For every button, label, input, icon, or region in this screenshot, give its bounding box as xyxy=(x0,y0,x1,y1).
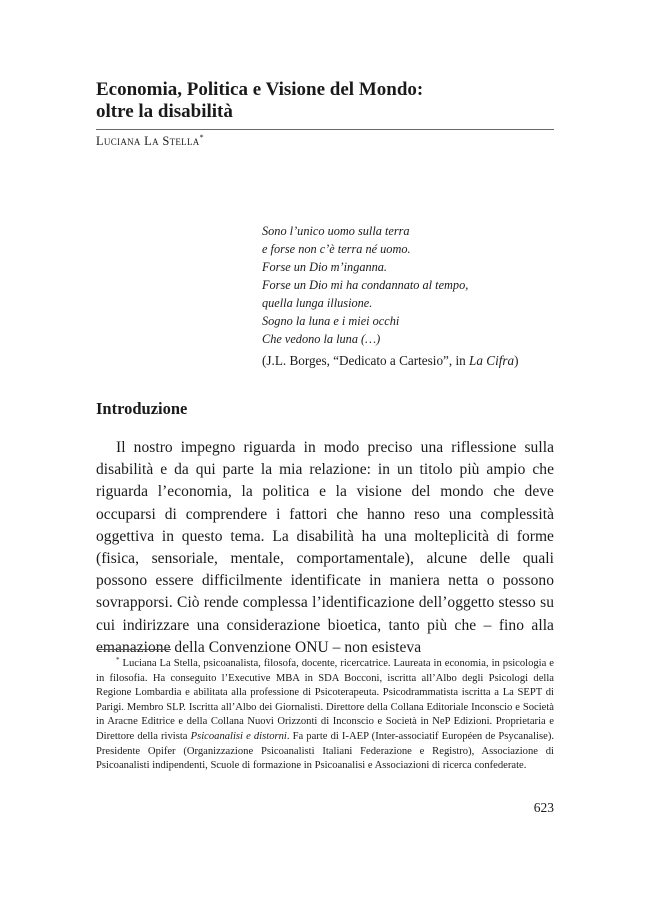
section-heading: Introduzione xyxy=(96,399,188,418)
epigraph-line: quella lunga illusione. xyxy=(262,296,373,310)
epigraph-line: Sono l’unico uomo sulla terra xyxy=(262,224,410,238)
article-title-line-1: Economia, Politica e Visione del Mondo: xyxy=(96,79,424,100)
epigraph-source-work: La Cifra xyxy=(469,353,515,368)
article-title xyxy=(96,79,554,123)
epigraph-line: Che vedono la luna (…) xyxy=(262,332,381,346)
footnote-rule xyxy=(96,649,171,650)
epigraph xyxy=(262,222,554,370)
page-number: 623 xyxy=(533,800,554,815)
body-paragraph: Il nostro impegno riguarda in modo preciso una riflessione sulla disabilità e da qui parte la mia relazione: in un titolo più ampio che riguarda l’economia, la politica e la visione del mondo che deve occuparsi di comprendere i fattori che hanno reso una complessità oggettiva in questo tema. La disabilità ha una molteplicità di forme (fisica, sensoriale, mentale, comportamentale), alcune delle quali possono essere difficilmente identificate in maniera netta o possono sovrapporsi. Ciò rende complessa l’identificazione dell’oggetto stesso su cui indirizzare una considerazione bioetica, tanto più che – fino alla emanazione della Convenzione ONU – non esisteva xyxy=(96,439,554,656)
epigraph-source-suffix: ) xyxy=(514,353,519,368)
epigraph-source xyxy=(262,352,554,370)
footnote-text-part-1: Luciana La Stella, psicoanalista, filosofa, docente, ricercatrice. Laureata in economia, in psicologia e in filosofia. Ha conseguito l’Executive MBA in SDA Bocconi, iscritta all’Albo degli Psicologi della Regione Lombardia e abilitata alla professione di Psicoterapeuta. Psicodrammatista iscritta a La SEPT di Parigi. Membro SLP. Iscritta all’Albo dei Giornalisti. Direttore della Collana Editoriale Inconscio e Società in Aracne Editrice e della Collana Nuovi Orizzonti di Inconscio e Società in NeP Edizioni. Proprietaria e Direttore della rivista xyxy=(96,658,554,742)
epigraph-line: Sogno la luna e i miei occhi xyxy=(262,314,400,328)
epigraph-source-prefix: (J.L. Borges, “Dedicato a Cartesio”, in xyxy=(262,353,470,368)
footnote-journal: Psicoanalisi e distorni xyxy=(190,730,287,742)
footnote-text-part-2: . Fa parte di I-AEP (Inter-associatif Européen de Psycanalise). Presidente Opifer (Organizzazione Psicoanalisti Italiani Federazione e Registro), Associazione di Psicoanalisti indipendenti, Scuole di formazione in Psicoanalisi e Associazioni di ricerca confederate. xyxy=(96,730,555,772)
footnote xyxy=(96,653,554,774)
title-rule xyxy=(96,129,554,130)
author-footnote-mark: * xyxy=(199,133,204,142)
page xyxy=(96,0,554,907)
author-line xyxy=(96,133,204,149)
epigraph-line: Forse un Dio mi ha condannato al tempo, xyxy=(262,278,469,292)
footnote-mark: * xyxy=(116,656,120,664)
epigraph-line: Forse un Dio m’inganna. xyxy=(262,260,388,274)
article-title-line-2: oltre la disabilità xyxy=(96,101,233,122)
author-name: Luciana La Stella xyxy=(96,134,200,148)
epigraph-line: e forse non c’è terra né uomo. xyxy=(262,242,411,256)
